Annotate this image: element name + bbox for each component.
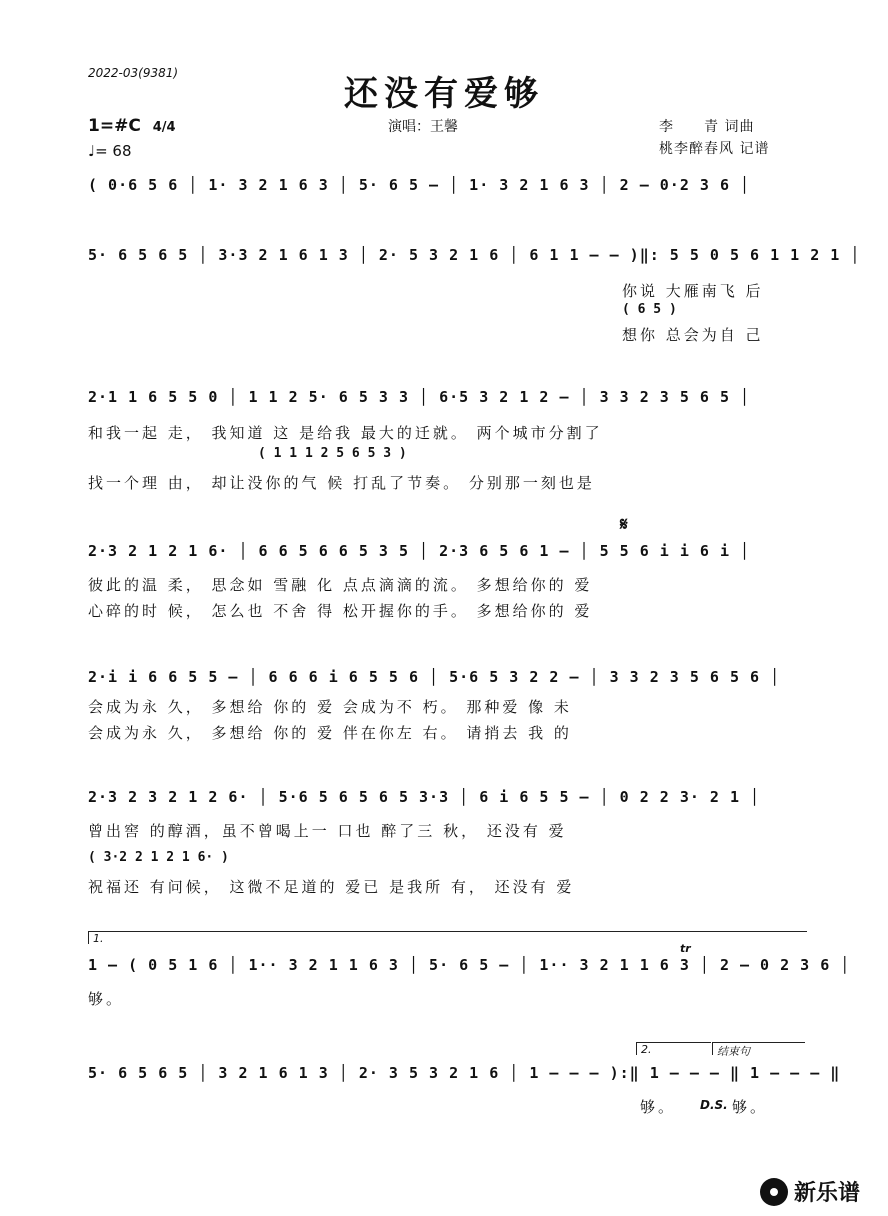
lyric-line: 找一个理 由， 却让没你的气 候 打乱了节奏。 分别那一刻也是	[88, 474, 595, 492]
lyric-line: 够。	[732, 1098, 769, 1116]
time-signature: 4/4	[152, 120, 176, 135]
volta-2: 2.	[636, 1042, 711, 1055]
trill-mark: tr	[680, 942, 691, 955]
lyric-line: 会成为永 久， 多想给 你的 爱 会成为不 朽。 那种爱 像 未	[88, 698, 572, 716]
notation-line-5: 2·i i 6 6 5 5 – │ 6 6 6 i 6 5 5 6 │ 5·6 5 3 2 2 – │ 3 3 2 3 5 6 5 6 │	[88, 668, 781, 686]
transcriber-credit: 桃李醉春风 记谱	[659, 141, 770, 157]
alt-notes: ( 3·2 2 1 2 1 6· )	[88, 850, 229, 865]
segno-sign: 𝄋	[620, 514, 628, 535]
lyric-line: 祝福还 有问候， 这微不足道的 爱已 是我所 有， 还没有 爱	[88, 878, 575, 896]
song-title: 还没有爱够	[344, 74, 544, 114]
lyric-line: 想你 总会为自 己	[622, 326, 764, 344]
site-logo	[760, 1176, 860, 1207]
notation-line-6: 2·3 2 3 2 1 2 6· │ 5·6 5 6 5 6 5 3·3 │ 6 i 6 5 5 – │ 0 2 2 3· 2 1 │	[88, 788, 761, 806]
volta-1: 1.	[88, 931, 807, 944]
disc-icon	[760, 1178, 788, 1206]
key-signature	[88, 116, 176, 136]
lyric-line: 心碎的时 候， 怎么也 不舍 得 松开握你的手。 多想给你的 爱	[88, 602, 593, 620]
notation-line-1: ( 0·6 5 6 │ 1· 3 2 1 6 3 │ 5· 6 5 – │ 1· 3 2 1 6 3 │ 2 – 0·2 3 6 │	[88, 176, 751, 194]
ds-mark: D.S.	[700, 1098, 728, 1112]
notation-line-3: 2·1 1 6 5 5 0 │ 1 1 2 5· 6 5 3 3 │ 6·5 3 2 1 2 – │ 3 3 2 3 5 6 5 │	[88, 388, 751, 406]
tempo-mark: ♩= 68	[88, 142, 132, 160]
notation-line-4: 2·3 2 1 2 1 6· │ 6 6 5 6 6 5 3 5 │ 2·3 6 5 6 1 – │ 5 5 6 i i 6 i │	[88, 542, 751, 560]
lyric-line: 够。	[88, 990, 125, 1008]
lyric-line: 会成为永 久， 多想给 你的 爱 伴在你左 右。 请捎去 我 的	[88, 724, 572, 742]
lyric-line: 你说 大雁南飞 后	[622, 282, 764, 300]
notation-line-7: 1 – ( 0 5 1 6 │ 1·· 3 2 1 1 6 3 │ 5· 6 5 – │ 1·· 3 2 1 1 6 3 │ 2 – 0 2 3 6 │	[88, 956, 851, 974]
logo-text: 新乐谱	[794, 1181, 861, 1206]
notation-line-2: 5· 6 5 6 5 │ 3·3 2 1 6 1 3 │ 2· 5 3 2 1 6 │ 6 1 1 – – )‖: 5 5 0 5 6 1 1 2 1 │	[88, 246, 861, 264]
singer-credit: 演唱：王馨	[388, 119, 458, 135]
alt-notes: ( 6 5 )	[622, 302, 677, 317]
key-label: 1=#C	[88, 116, 141, 136]
ending-label: 结束句	[712, 1042, 805, 1055]
lyric-line: 够。	[640, 1098, 677, 1116]
alt-notes: ( 1 1 1 2 5 6 5 3 )	[258, 446, 407, 461]
notation-line-8: 5· 6 5 6 5 │ 3 2 1 6 1 3 │ 2· 3 5 3 2 1 6 │ 1 – – – ):‖ 1 – – – ‖ 1 – – – ‖	[88, 1064, 841, 1082]
lyric-line: 和我一起 走， 我知道 这 是给我 最大的迁就。 两个城市分割了	[88, 424, 603, 442]
score-code: 2022-03(9381)	[88, 66, 179, 80]
lyric-line: 曾出窖 的醇酒，虽不曾喝上一 口也 醉了三 秋， 还没有 爱	[88, 822, 567, 840]
composer-credit: 李 青 词曲	[659, 119, 755, 135]
lyric-line: 彼此的温 柔， 思念如 雪融 化 点点滴滴的流。 多想给你的 爱	[88, 576, 593, 594]
